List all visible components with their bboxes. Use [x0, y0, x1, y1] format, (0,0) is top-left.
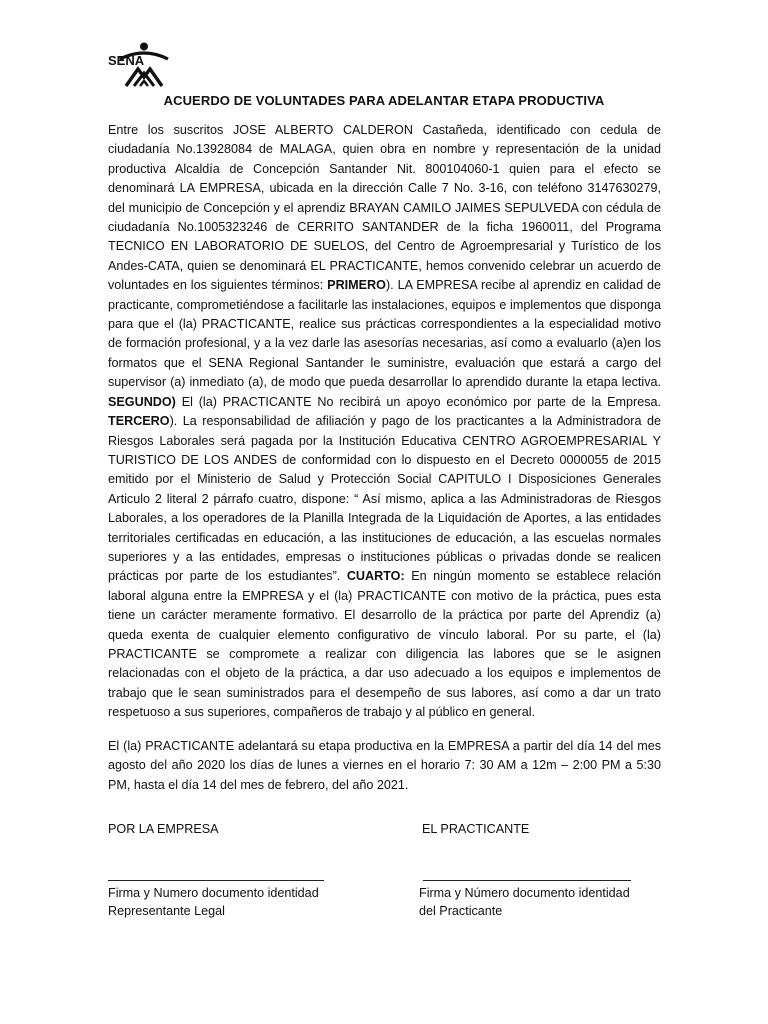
practitioner-caption-line-2: del Practicante [419, 904, 503, 918]
company-signature-line [108, 880, 324, 881]
clause-cuarto-text: En ningún momento se establece relación laboral alguna entre la EMPRESA y el (la) PRACTICANTE con motivo de la práctica, pues esta tiene un carácter meramente formativo. El desarrollo de la práctica por parte del Aprendiz (a) queda exenta de cualquier elemento configurativo de vínculo laboral. Por su parte, el (la) PRACTICANTE se compromete a realizar con diligencia las labores que se le asignen relacionadas con el objeto de la práctica, a dar uso adecuado a los equipos e implementos de trabajo que le sean suministrados para el desempeño de sus labores, así como a dar un trato respetuoso a sus superiores, compañeros de trabajo y al público en general. [108, 569, 661, 720]
logo-text: SENA [108, 53, 145, 68]
clause-segundo-text: El (la) PRACTICANTE No recibirá un apoyo económico por parte de la Empresa. [175, 394, 661, 409]
company-caption-line-2: Representante Legal [108, 904, 225, 918]
agreement-paragraph [108, 121, 661, 723]
schedule-paragraph: El (la) PRACTICANTE adelantará su etapa productiva en la EMPRESA a partir del día 14 del mes agosto del año 2020 los días de lunes a viernes en el horario 7: 30 AM a 12m – 2:00 PM a 5:30 PM, hasta el día 14 del mes de febrero, del año 2021. [108, 739, 661, 792]
sena-logo-icon [108, 42, 172, 88]
clause-primero-label: PRIMERO [327, 278, 386, 293]
clause-tercero-text: ). La responsabilidad de afiliación y pago de los practicantes a la Administradora de Riesgos Laborales será pagada por la Institución Educativa CENTRO AGROEMPRESARIAL Y TURISTICO DE LOS ANDES de conformidad con lo dispuesto en el Decreto 0000055 de 2015 emitido por el Ministerio de Salud y Protección Social CAPITULO I Disposiciones Generales Articulo 2 literal 2 párrafo cuatro, dispone: “ Así mismo, aplica a las Administradoras de Riesgos Laborales, a los operadores de la Planilla Integrada de la Liquidación de Aportes, a las entidades territoriales certificadas en educación, a las instituciones de educación, a las escuelas normales superiores y a las entidades, empresas o instituciones públicas o privadas donde se realicen prácticas por parte de los estudiantes”. [108, 414, 661, 584]
practitioner-caption-line-1: Firma y Número documento identidad [419, 886, 630, 900]
clause-cuarto-label: CUARTO: [346, 569, 405, 584]
clause-primero-text: ). LA EMPRESA recibe al aprendiz en calidad de practicante, comprometiéndose a facilitarle las instalaciones, equipos e implementos que disponga para que el (la) PRACTICANTE, realice sus prácticas correspondientes a la especialidad motivo de formación profesional, y a la vez darle las asesorías necesarias, así como a evaluarlo (a)en los formatos que el SENA Regional Santander le suministre, evaluación que estará a cargo del supervisor (a) inmediato (a), de modo que pueda desarrollar lo aprendido durante la etapa lectiva. [108, 278, 662, 390]
intro-text: Entre los suscritos JOSE ALBERTO CALDERON Castañeda, identificado con cedula de ciudadanía No.13928084 de MALAGA, quien obra en nombre y representación de la unidad productiva Alcaldía de Concepción Santander Nit. 800104060-1 quien para el efecto se denominará LA EMPRESA, ubicada en la dirección Calle 7 No. 3-16, con teléfono 3147630279, del municipio de Concepción y el aprendiz BRAYAN CAMILO JAIMES SEPULVEDA con cédula de ciudadanía No.1005323246 de CERRITO SANTANDER de la ficha 1960011, del Programa TECNICO EN LABORATORIO DE SUELOS, del Centro de Agroempresarial y Turístico de los Andes-CATA, quien se denominará EL PRACTICANTE, hemos convenido celebrar un acuerdo de voluntades en los siguientes términos: [108, 123, 661, 293]
clause-tercero-label: TERCERO [108, 414, 170, 429]
company-caption-line-1: Firma y Numero documento identidad [108, 886, 319, 900]
document-title: ACUERDO DE VOLUNTADES PARA ADELANTAR ETAPA PRODUCTIVA [163, 93, 605, 108]
clause-segundo-label: SEGUNDO) [108, 394, 176, 409]
practitioner-signature-caption [419, 884, 630, 920]
practitioner-signature-line [423, 880, 631, 881]
company-signature-heading: POR LA EMPRESA [108, 822, 219, 836]
agreement-body [108, 121, 661, 723]
practitioner-signature-heading: EL PRACTICANTE [422, 822, 530, 836]
company-signature-caption [108, 884, 319, 920]
